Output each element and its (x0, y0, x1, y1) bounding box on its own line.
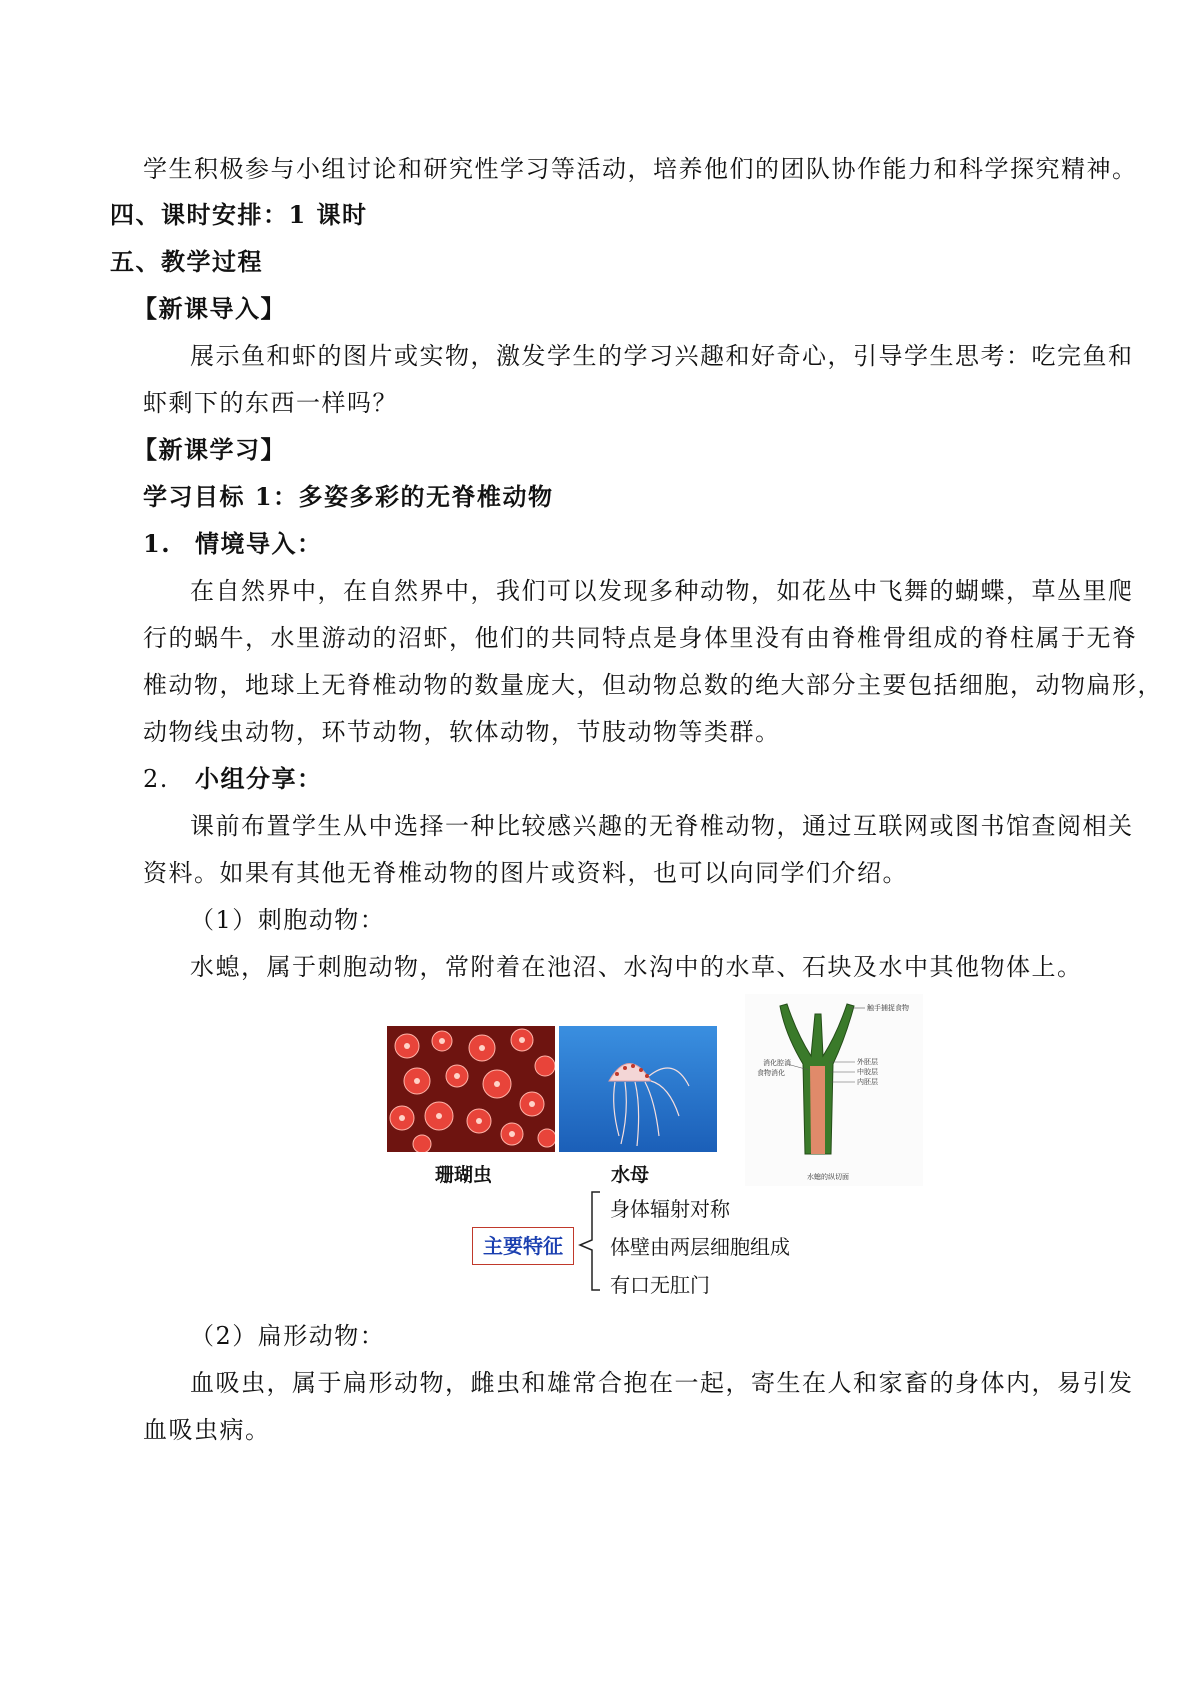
item-2-line-1: 课前布置学生从中选择一种比较感兴趣的无脊椎动物，通过互联网或图书馆查阅相关 (190, 812, 1134, 840)
item-2-title: 小组分享： (195, 764, 323, 793)
paragraph-team-cooperation: 学生积极参与小组讨论和研究性学习等活动，培养他们的团队协作能力和科学探究精神。 (143, 155, 1138, 183)
item-1-line-4: 动物线虫动物，环节动物，软体动物，节肢动物等类群。 (143, 718, 781, 746)
subheading-flatworms: （2）扁形动物： (190, 1322, 386, 1350)
jellyfish-caption: 水母 (611, 1164, 650, 1186)
hydra-label-digestive-2: 食物消化 (757, 1069, 785, 1077)
feature-brace (578, 1190, 602, 1294)
hydra-label-section: 水螅的纵切面 (807, 1173, 849, 1181)
heading-schedule: 四、课时安排：1 课时 (110, 200, 368, 229)
heading-teaching-process: 五、教学过程 (110, 247, 263, 276)
feature-radial-symmetry: 身体辐射对称 (610, 1197, 730, 1221)
heading-new-lesson-study: 【新课学习】 (133, 435, 286, 464)
heading-goal-1: 学习目标 1：多姿多彩的无脊椎动物 (143, 482, 554, 511)
hydra-label-digestive-1: 消化腔消 (763, 1059, 791, 1067)
intro-line-2: 虾剩下的东西一样吗？ (143, 389, 398, 417)
subheading-cnidaria: （1）刺胞动物： (190, 906, 386, 934)
hydra-label-ectoderm: 外胚层 (857, 1058, 878, 1066)
hydra-label-mesoglea: 中胶层 (857, 1068, 878, 1076)
item-2-line-2: 资料。如果有其他无脊椎动物的图片或资料，也可以向同学们介绍。 (143, 859, 908, 887)
item-1-line-3: 椎动物，地球上无脊椎动物的数量庞大，但动物总数的绝大部分主要包括细胞，动物扁形， (143, 671, 1163, 699)
feature-two-cell-layers: 体壁由两层细胞组成 (610, 1235, 790, 1259)
hydra-label-tentacle: 触手捕捉食物 (867, 1004, 909, 1012)
feature-mouth-no-anus: 有口无肛门 (610, 1273, 710, 1297)
main-features-box: 主要特征 (472, 1227, 574, 1265)
item-1-line-1: 在自然界中，在自然界中，我们可以发现多种动物，如花丛中飞舞的蝴蝶，草丛里爬 (190, 577, 1134, 605)
item-1-number: 1. (143, 529, 172, 558)
coral-photo (387, 1026, 555, 1152)
item-1-title: 情境导入： (195, 529, 323, 558)
flatworm-line-2: 血吸虫病。 (143, 1416, 271, 1444)
flatworm-line-1: 血吸虫，属于扁形动物，雌虫和雄常合抱在一起，寄生在人和家畜的身体内，易引发 (190, 1369, 1134, 1397)
item-2-number: 2. (143, 765, 169, 793)
heading-new-lesson-intro: 【新课导入】 (133, 294, 286, 323)
jellyfish-photo (559, 1026, 717, 1152)
hydra-label-endoderm: 内胚层 (857, 1078, 878, 1086)
hydra-diagram (745, 994, 923, 1186)
coral-caption: 珊瑚虫 (435, 1164, 493, 1186)
cnidaria-text: 水螅，属于刺胞动物，常附着在池沼、水沟中的水草、石块及水中其他物体上。 (190, 953, 1083, 981)
intro-line-1: 展示鱼和虾的图片或实物，激发学生的学习兴趣和好奇心，引导学生思考：吃完鱼和 (190, 342, 1134, 370)
item-1-line-2: 行的蜗牛，水里游动的沼虾，他们的共同特点是身体里没有由脊椎骨组成的脊柱属于无脊 (143, 624, 1138, 652)
